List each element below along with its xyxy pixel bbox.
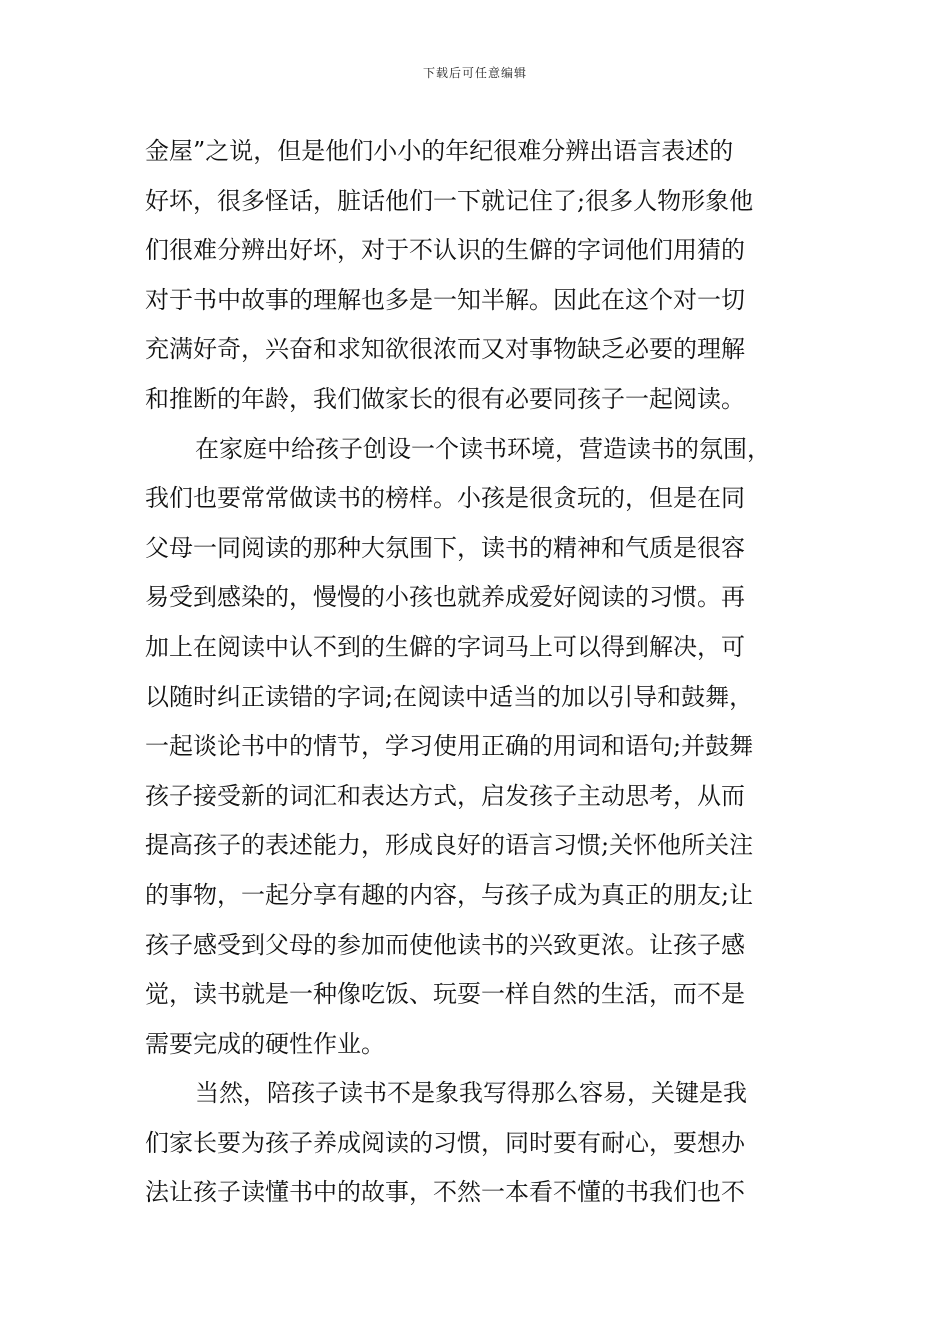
text-line: 们家长要为孩子养成阅读的习惯，同时要有耐心，要想办 [145,1128,745,1157]
text-line: 一起谈论书中的情节，学习使用正确的用词和语句;并鼓舞 [145,732,754,761]
text-line: 我们也要常常做读书的榜样。小孩是很贪玩的，但是在同 [145,484,745,513]
paragraph-start-line: 在家庭中给孩子创设一个读书环境，营造读书的氛围， [195,434,771,463]
text-line: 对于书中故事的理解也多是一知半解。因此在这个对一切 [145,285,745,314]
text-line: 好坏，很多怪话，脏话他们一下就记住了;很多人物形象他 [145,186,754,215]
text-line: 金屋”之说，但是他们小小的年纪很难分辨出语言表述的 [145,137,734,165]
text-line: 充满好奇，兴奋和求知欲很浓而又对事物缺乏必要的理解 [145,335,745,364]
text-line: 加上在阅读中认不到的生僻的字词马上可以得到解决，可 [145,632,745,661]
text-line: 们很难分辨出好坏，对于不认识的生僻的字词他们用猜的 [145,236,745,265]
text-line: 孩子接受新的词汇和表达方式，启发孩子主动思考，从而 [145,781,745,810]
text-line: 的事物，一起分享有趣的内容，与孩子成为真正的朋友;让 [145,880,754,909]
text-line: 父母一同阅读的那种大氛围下，读书的精神和气质是很容 [145,533,745,562]
text-line: 易受到感染的，慢慢的小孩也就养成爱好阅读的习惯。再 [145,583,745,612]
text-line: 觉，读书就是一种像吃饭、玩耍一样自然的生活，而不是 [145,980,745,1009]
paragraph-start-line: 当然，陪孩子读书不是象我写得那么容易，关键是我 [195,1079,747,1108]
text-line: 需要完成的硬性作业。 [145,1029,385,1058]
text-line: 法让孩子读懂书中的故事，不然一本看不懂的书我们也不 [145,1178,745,1207]
body-text [145,127,810,1218]
text-line: 提高孩子的表述能力，形成良好的语言习惯;关怀他所关注 [145,831,754,860]
text-line: 和推断的年龄，我们做家长的很有必要同孩子一起阅读。 [145,384,745,413]
text-line: 以随时纠正读错的字词;在阅读中适当的加以引导和鼓舞， [145,682,754,711]
text-line: 孩子感受到父母的参加而使他读书的兴致更浓。让孩子感 [145,930,745,959]
page-header: 下载后可任意编辑 [422,66,527,80]
